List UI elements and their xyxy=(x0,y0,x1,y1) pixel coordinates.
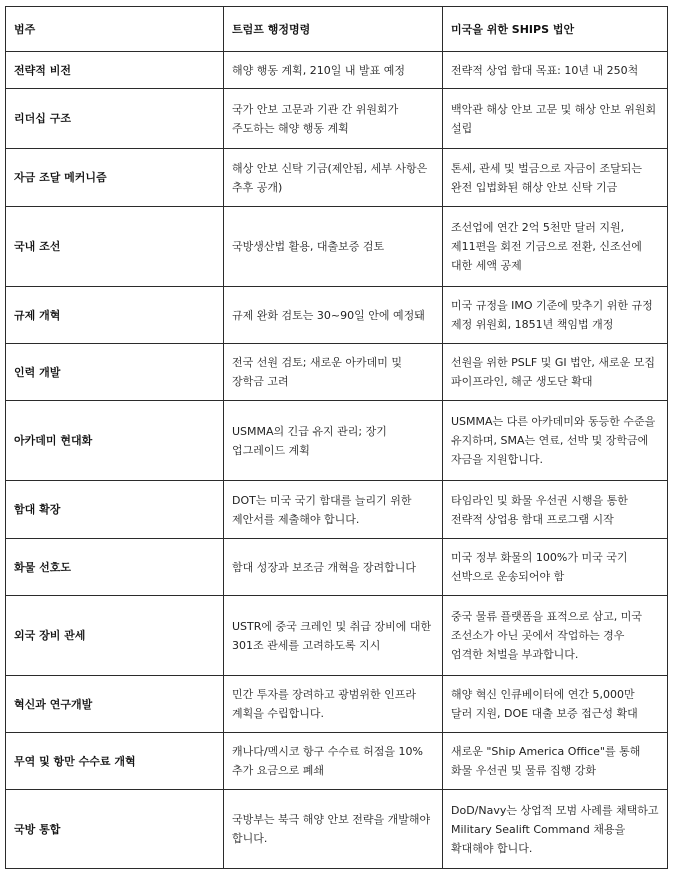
row-ships-act: 미국 규정을 IMO 기준에 맞추기 위한 규정 제정 위원회, 1851년 책임법 개정 xyxy=(443,287,668,344)
row-executive-order: 규제 완화 검토는 30~90일 안에 예정돼 xyxy=(224,287,443,344)
row-executive-order: DOT는 미국 국기 함대를 늘리기 위한 제안서를 제출해야 합니다. xyxy=(224,481,443,539)
row-ships-act: 미국 정부 화물의 100%가 미국 국기 선박으로 운송되어야 함 xyxy=(443,539,668,596)
row-executive-order: 해상 안보 신탁 기금(제안됨, 세부 사항은 추후 공개) xyxy=(224,149,443,207)
table-row xyxy=(6,52,668,89)
row-executive-order: 국가 안보 고문과 기관 간 위원회가 주도하는 해양 행동 계획 xyxy=(224,89,443,149)
table-row xyxy=(6,733,668,790)
row-executive-order: 국방생산법 활용, 대출보증 검토 xyxy=(224,207,443,287)
row-ships-act: DoD/Navy는 상업적 모범 사례를 채택하고 Military Sealift Command 채용을 확대해야 합니다. xyxy=(443,790,668,869)
table-row xyxy=(6,676,668,733)
row-ships-act: 중국 물류 플랫폼을 표적으로 삼고, 미국 조선소가 아닌 곳에서 작업하는 경우 엄격한 처벌을 부과합니다. xyxy=(443,596,668,676)
header-executive-order: 트럼프 행정명령 xyxy=(224,7,443,52)
row-ships-act: 타임라인 및 화물 우선권 시행을 통한 전략적 상업용 함대 프로그램 시작 xyxy=(443,481,668,539)
header-ships-act: 미국을 위한 SHIPS 법안 xyxy=(443,7,668,52)
row-category: 자금 조달 메커니즘 xyxy=(6,149,224,207)
row-category: 규제 개혁 xyxy=(6,287,224,344)
table-row xyxy=(6,401,668,481)
table-row xyxy=(6,207,668,287)
row-ships-act: 톤세, 관세 및 벌금으로 자금이 조달되는 완전 입법화된 해상 안보 신탁 기금 xyxy=(443,149,668,207)
table-row xyxy=(6,539,668,596)
row-executive-order: USMMA의 긴급 유지 관리; 장기 업그레이드 계획 xyxy=(224,401,443,481)
row-category: 아카데미 현대화 xyxy=(6,401,224,481)
row-ships-act: 백악관 해상 안보 고문 및 해상 안보 위원회 설립 xyxy=(443,89,668,149)
row-category: 함대 확장 xyxy=(6,481,224,539)
row-executive-order: 전국 선원 검토; 새로운 아카데미 및 장학금 고려 xyxy=(224,344,443,401)
row-executive-order: 민간 투자를 장려하고 광범위한 인프라 계획을 수립합니다. xyxy=(224,676,443,733)
row-ships-act: 해양 혁신 인큐베이터에 연간 5,000만 달러 지원, DOE 대출 보증 접근성 확대 xyxy=(443,676,668,733)
row-category: 전략적 비전 xyxy=(6,52,224,89)
table-row xyxy=(6,89,668,149)
row-category: 인력 개발 xyxy=(6,344,224,401)
row-category: 화물 선호도 xyxy=(6,539,224,596)
table-row xyxy=(6,790,668,869)
row-executive-order: 함대 성장과 보조금 개혁을 장려합니다 xyxy=(224,539,443,596)
row-category: 외국 장비 관세 xyxy=(6,596,224,676)
comparison-table-container xyxy=(5,6,668,869)
row-category: 혁신과 연구개발 xyxy=(6,676,224,733)
table-row xyxy=(6,287,668,344)
table-row xyxy=(6,481,668,539)
row-executive-order: 캐나다/멕시코 항구 수수료 허점을 10% 추가 요금으로 폐쇄 xyxy=(224,733,443,790)
header-row xyxy=(6,7,668,52)
row-ships-act: 조선업에 연간 2억 5천만 달러 지원, 제11편을 회전 기금으로 전환, 신조선에 대한 세액 공제 xyxy=(443,207,668,287)
row-executive-order: 해양 행동 계획, 210일 내 발표 예정 xyxy=(224,52,443,89)
row-category: 리더십 구조 xyxy=(6,89,224,149)
row-category: 국내 조선 xyxy=(6,207,224,287)
row-ships-act: 전략적 상업 함대 목표: 10년 내 250척 xyxy=(443,52,668,89)
row-category: 무역 및 항만 수수료 개혁 xyxy=(6,733,224,790)
row-ships-act: 새로운 "Ship America Office"를 통해 화물 우선권 및 물류 집행 강화 xyxy=(443,733,668,790)
table-row xyxy=(6,596,668,676)
row-ships-act: USMMA는 다른 아카데미와 동등한 수준을 유지하며, SMA는 연료, 선박 및 장학금에 자금을 지원합니다. xyxy=(443,401,668,481)
header-category: 범주 xyxy=(6,7,224,52)
row-category: 국방 통합 xyxy=(6,790,224,869)
row-executive-order: 국방부는 북극 해양 안보 전략을 개발해야 합니다. xyxy=(224,790,443,869)
comparison-table xyxy=(5,6,668,869)
row-executive-order: USTR에 중국 크레인 및 취급 장비에 대한 301조 관세를 고려하도록 지시 xyxy=(224,596,443,676)
table-row xyxy=(6,344,668,401)
table-row xyxy=(6,149,668,207)
row-ships-act: 선원을 위한 PSLF 및 GI 법안, 새로운 모집 파이프라인, 해군 생도단 확대 xyxy=(443,344,668,401)
